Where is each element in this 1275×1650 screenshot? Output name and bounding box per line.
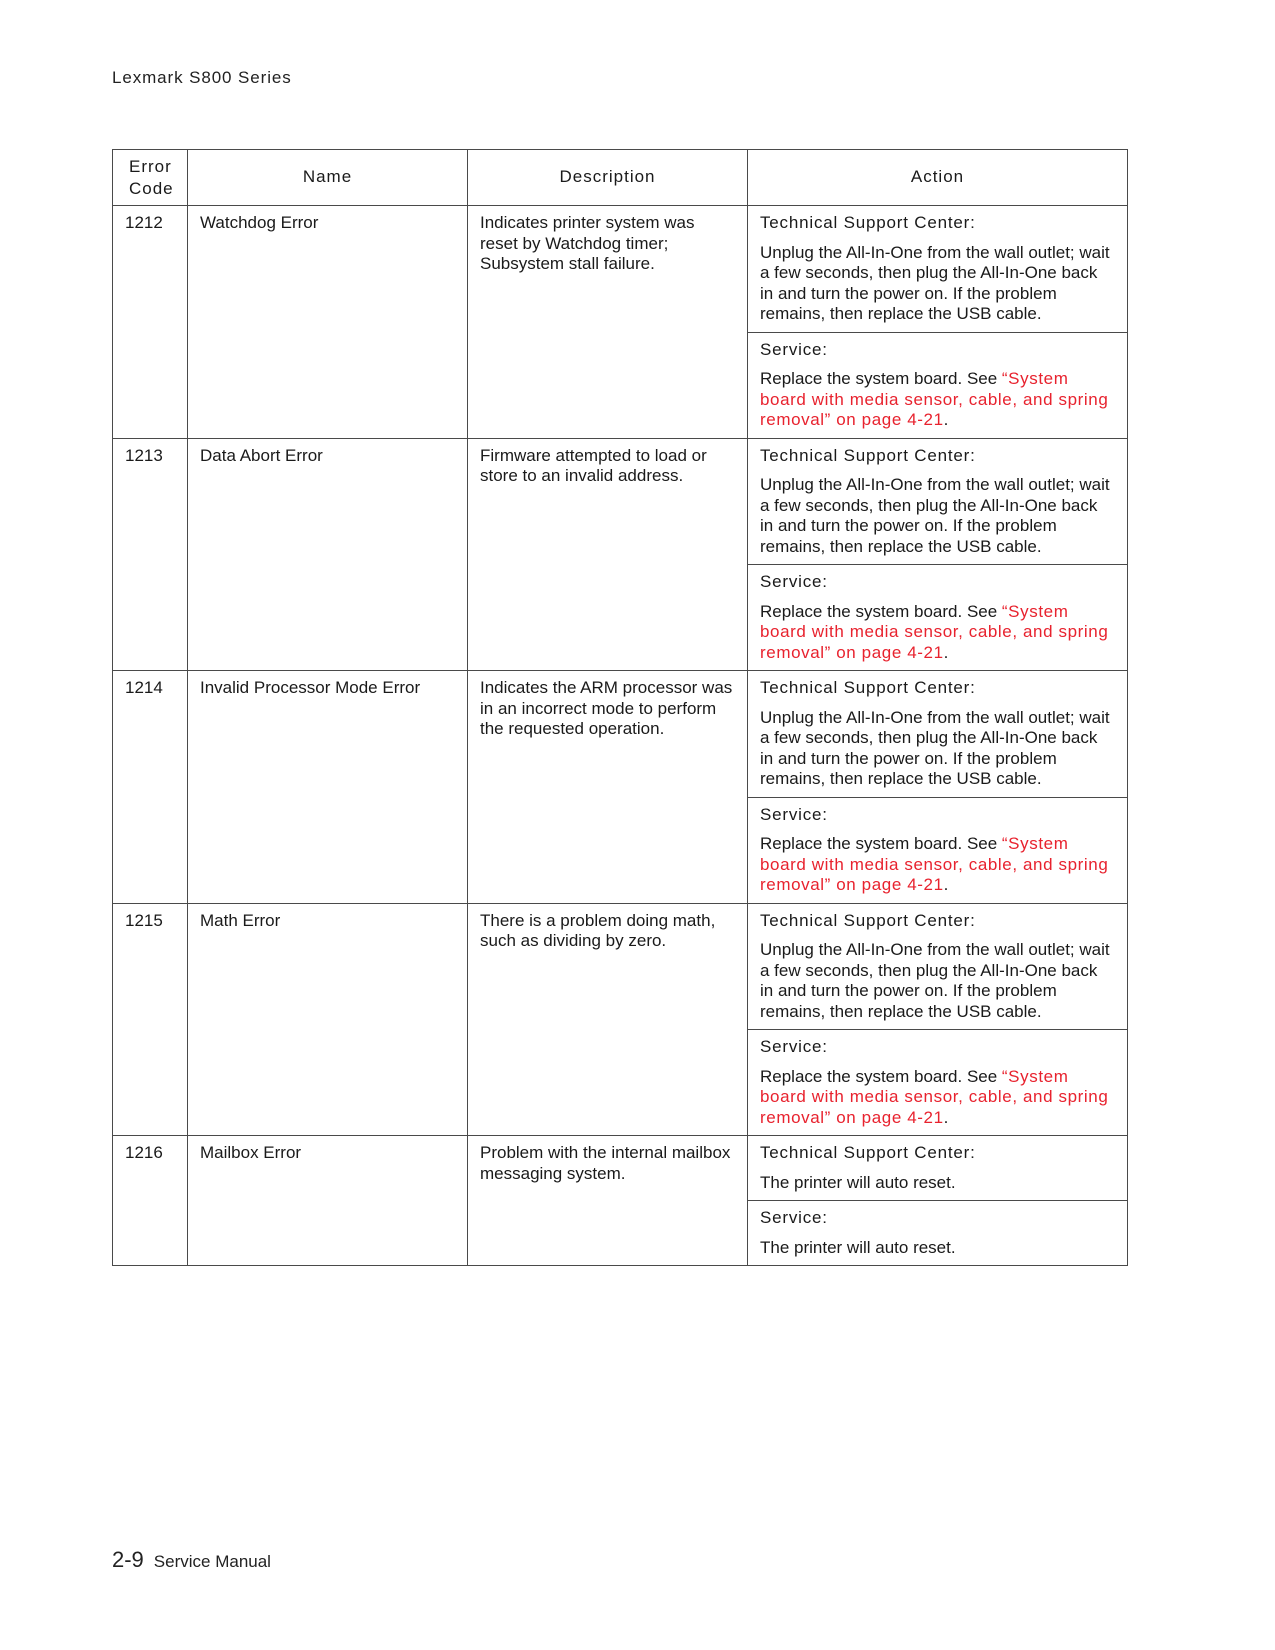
action-service-text [760, 1238, 1115, 1259]
error-description-cell: Indicates the ARM processor was in an incorrect mode to perform the requested operation. [468, 671, 748, 904]
column-header-description: Description [468, 150, 748, 206]
action-service-label: Service: [760, 339, 828, 359]
error-name-cell: Invalid Processor Mode Error [188, 671, 468, 904]
table-row [113, 903, 1128, 1030]
error-code-cell: 1214 [113, 671, 188, 904]
action-tsc-label: Technical Support Center: [760, 213, 976, 232]
action-service-text [760, 1067, 1115, 1129]
action-tsc-cell [748, 671, 1128, 798]
action-service-end: . [943, 875, 949, 894]
action-service-cell [748, 332, 1128, 438]
action-service-body: Replace the system board. See [760, 834, 1002, 853]
action-service-body: The printer will auto reset. [760, 1237, 956, 1257]
action-service-text [760, 602, 1115, 664]
action-service-body: Replace the system board. See [760, 601, 1002, 621]
error-description-cell: Problem with the internal mailbox messaging system. [468, 1136, 748, 1266]
table-row [113, 671, 1128, 798]
error-description-cell: There is a problem doing math, such as dividing by zero. [468, 903, 748, 1136]
error-name-cell: Math Error [188, 903, 468, 1136]
error-code-cell: 1213 [113, 438, 188, 671]
action-service-label: Service: [760, 1037, 828, 1056]
table-header-row [113, 150, 1128, 206]
action-tsc-text: Unplug the All-In-One from the wall outlet; wait a few seconds, then plug the All-In-One back in and turn the power on. If the problem remains, then replace the USB cable. [760, 242, 1110, 323]
manual-title: Service Manual [153, 1552, 271, 1571]
action-tsc-label: Technical Support Center: [760, 678, 976, 697]
cross-reference-link[interactable]: “System board with media sensor, cable, and spring removal” on page 4-21 [760, 834, 1109, 894]
action-service-body: Replace the system board. See [760, 369, 1002, 388]
column-header-error-code-line2: Code [129, 178, 174, 198]
action-service-text [760, 834, 1115, 896]
error-description-cell: Indicates printer system was reset by Watchdog timer; Subsystem stall failure. [468, 206, 748, 439]
action-tsc-text: Unplug the All-In-One from the wall outlet; wait a few seconds, then plug the All-In-One back in and turn the power on. If the problem remains, then replace the USB cable. [760, 707, 1110, 788]
column-header-action: Action [748, 150, 1128, 206]
error-name-cell: Data Abort Error [188, 438, 468, 671]
action-service-body: Replace the system board. See [760, 1066, 1002, 1086]
table-row [113, 206, 1128, 333]
error-code-cell: 1216 [113, 1136, 188, 1266]
action-tsc-cell [748, 206, 1128, 333]
action-service-end: . [943, 1107, 949, 1127]
error-description-cell: Firmware attempted to load or store to an invalid address. [468, 438, 748, 671]
column-header-error-code-line1: Error [129, 156, 172, 176]
action-service-cell [748, 797, 1128, 903]
table-row [113, 1136, 1128, 1201]
error-code-cell: 1215 [113, 903, 188, 1136]
action-tsc-cell [748, 1136, 1128, 1201]
action-service-end: . [943, 410, 949, 429]
error-name-cell: Mailbox Error [188, 1136, 468, 1266]
table-row [113, 438, 1128, 565]
action-tsc-text: Unplug the All-In-One from the wall outlet; wait a few seconds, then plug the All-In-One back in and turn the power on. If the problem remains, then replace the USB cable. [760, 940, 1110, 1021]
cross-reference-link[interactable]: “System board with media sensor, cable, and spring removal” on page 4-21 [760, 1066, 1109, 1127]
action-service-label: Service: [760, 1208, 828, 1227]
error-code-cell: 1212 [113, 206, 188, 439]
action-tsc-label: Technical Support Center: [760, 445, 976, 465]
cross-reference-link[interactable]: “System board with media sensor, cable, and spring removal” on page 4-21 [760, 369, 1109, 429]
action-tsc-cell [748, 438, 1128, 565]
page-number: 2-9 [112, 1547, 144, 1572]
column-header-name: Name [188, 150, 468, 206]
action-service-cell [748, 565, 1128, 671]
action-service-end: . [943, 642, 949, 662]
action-tsc-text: The printer will auto reset. [760, 1172, 956, 1192]
error-name-cell: Watchdog Error [188, 206, 468, 439]
action-tsc-label: Technical Support Center: [760, 1143, 976, 1162]
cross-reference-link[interactable]: “System board with media sensor, cable, and spring removal” on page 4-21 [760, 601, 1109, 662]
running-header: Lexmark S800 Series [112, 68, 292, 87]
page-footer [112, 1547, 271, 1573]
action-tsc-label: Technical Support Center: [760, 910, 976, 930]
action-tsc-cell [748, 903, 1128, 1030]
action-tsc-text: Unplug the All-In-One from the wall outlet; wait a few seconds, then plug the All-In-One back in and turn the power on. If the problem remains, then replace the USB cable. [760, 475, 1110, 556]
action-service-label: Service: [760, 804, 828, 824]
action-service-label: Service: [760, 572, 828, 591]
action-service-cell [748, 1201, 1128, 1266]
error-code-table [112, 149, 1128, 1266]
column-header-error-code [113, 150, 188, 206]
action-service-text [760, 369, 1115, 431]
action-service-cell [748, 1030, 1128, 1136]
